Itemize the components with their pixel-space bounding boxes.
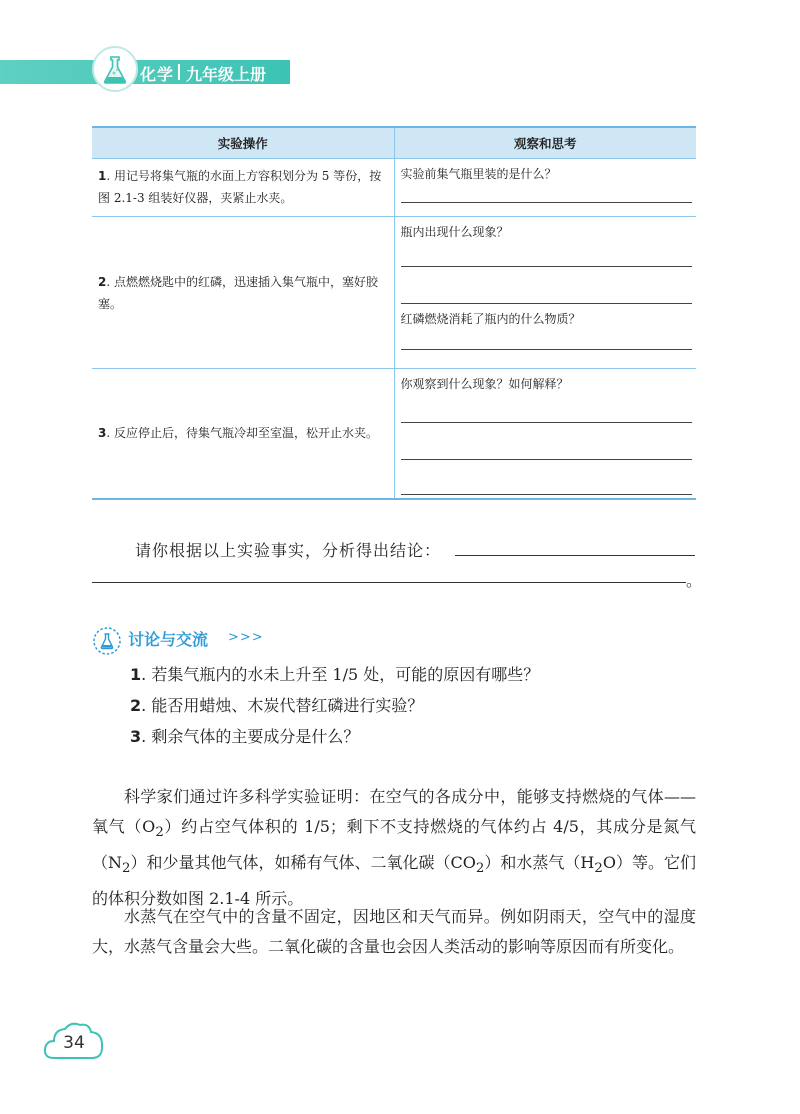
answer-line[interactable] — [401, 423, 693, 460]
question-cell — [394, 217, 696, 369]
conclusion-prompt: 请你根据以上实验事实，分析得出结论： — [135, 541, 442, 560]
table-row — [92, 369, 696, 499]
answer-line[interactable] — [401, 392, 693, 423]
step-cell — [92, 217, 394, 369]
conclusion-blank[interactable] — [92, 582, 686, 583]
question-text: 红磷燃烧消耗了瓶内的什么物质？ — [400, 312, 581, 326]
step-text: 1. 用记号将集气瓶的水面上方容积划分为 5 等份，按图 2.1-3 组装好仪器，夹紧止水夹。 — [98, 169, 382, 205]
answer-line[interactable] — [401, 460, 693, 495]
answer-line[interactable] — [401, 182, 693, 203]
answer-line[interactable] — [401, 240, 693, 267]
col-header-observation: 观察和思考 — [394, 127, 696, 159]
body-paragraph: 科学家们通过许多科学实验证明：在空气的各成分中，能够支持燃烧的气体——氧气$(O_2)$约占空气体积的 1/5；剩下不支持燃烧的气体约占 4/5，其成分是氮气$(N_2)$和少量其他气体，如稀有气体、二氧化碳$(CO_2)$和水蒸气$(H_2O)$等。它们的体积分数如图 2.1-4 所示。 — [92, 787, 696, 909]
discussion-item: 3. 剩余气体的主要成分是什么？ — [130, 727, 360, 746]
answer-line[interactable] — [401, 327, 693, 350]
step-text: 2. 点燃燃烧匙中的红磷，迅速插入集气瓶中，塞好胶塞。 — [98, 274, 378, 311]
table-row — [92, 217, 696, 369]
discussion-item: 1. 若集气瓶内的水未上升至 1/5 处，可能的原因有哪些？ — [130, 665, 540, 684]
question-cell — [394, 369, 696, 499]
grade-label: 九年级上册 — [186, 65, 267, 84]
step-cell — [92, 159, 394, 217]
question-text: 瓶内出现什么现象？ — [400, 225, 509, 239]
question-text: 你观察到什么现象？如何解释？ — [400, 377, 569, 391]
body-paragraph: 水蒸气在空气中的含量不固定，因地区和天气而异。例如阴雨天，空气中的湿度大，水蒸气含量会大些。二氧化碳的含量也会因人类活动的影响等原因而有所变化。 — [92, 907, 696, 956]
step-cell — [92, 369, 394, 499]
header-divider — [178, 64, 180, 80]
table-row — [92, 159, 696, 217]
answer-line[interactable] — [401, 267, 693, 304]
conclusion-blank[interactable] — [455, 555, 695, 556]
page-number: 34 — [63, 1033, 85, 1053]
step-text: 3. 反应停止后，待集气瓶冷却至室温，松开止水夹。 — [98, 426, 378, 441]
discussion-item: 2. 能否用蜡烛、木炭代替红磷进行实验？ — [130, 696, 424, 715]
subject-label: 化学 — [140, 65, 175, 84]
table-header-row — [92, 127, 696, 159]
flask-icon — [92, 46, 138, 92]
conclusion-end: 。 — [686, 571, 703, 590]
discussion-arrows: >>> — [228, 630, 264, 645]
question-cell — [394, 159, 696, 217]
experiment-table — [92, 126, 696, 500]
question-text: 实验前集气瓶里装的是什么？ — [400, 167, 557, 181]
flask-icon — [92, 626, 122, 656]
col-header-operation: 实验操作 — [92, 127, 394, 159]
discussion-title: 讨论与交流 — [128, 630, 209, 649]
